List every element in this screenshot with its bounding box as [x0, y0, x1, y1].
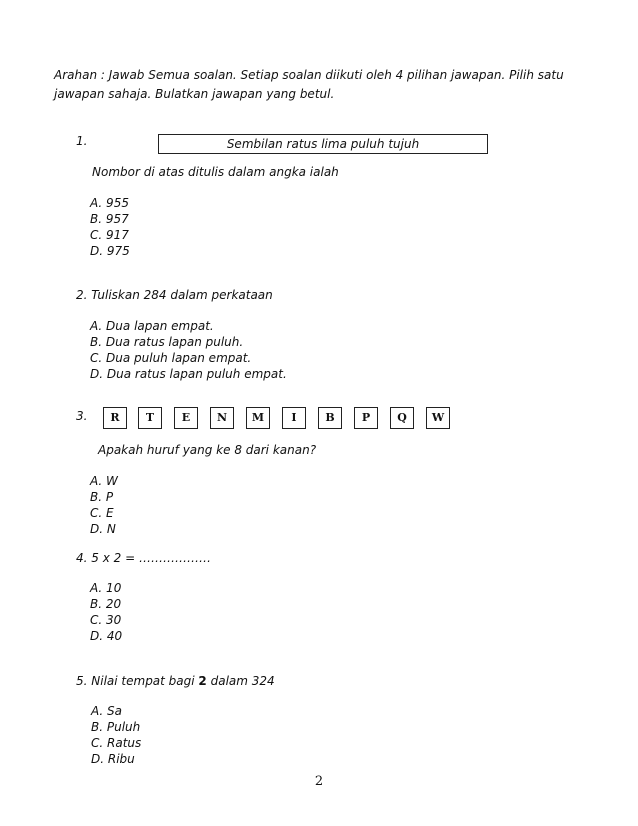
q3-letter-box: W	[426, 407, 450, 429]
instructions: Arahan : Jawab Semua soalan. Setiap soalan diikuti oleh 4 pilihan jawapan. Pilih satu jawapan sahaja. Bulatkan jawapan yang betul.	[54, 68, 564, 101]
q2-question: 2. Tuliskan 284 dalam perkataan	[76, 288, 273, 302]
q5-question	[76, 674, 275, 688]
q3-letter-box: B	[318, 407, 342, 429]
q2-option-d: D. Dua ratus lapan puluh empat.	[90, 367, 287, 381]
q1-number-box: Sembilan ratus lima puluh tujuh	[158, 134, 488, 154]
q1-question: Nombor di atas ditulis dalam angka ialah	[92, 165, 339, 179]
q3-letter-box: P	[354, 407, 378, 429]
page-number: 2	[314, 774, 324, 789]
q1-option-d: D. 975	[90, 244, 130, 258]
q2-option-b: B. Dua ratus lapan puluh.	[90, 335, 244, 349]
q2-option-a: A. Dua lapan empat.	[90, 319, 214, 333]
q3-question: Apakah huruf yang ke 8 dari kanan?	[98, 443, 317, 457]
q5-option-b: B. Puluh	[91, 720, 141, 734]
q5-question-prefix: 5. Nilai tempat bagi	[76, 674, 199, 688]
q3-letter-box: M	[246, 407, 270, 429]
q3-letter-box: Q	[390, 407, 414, 429]
q5-option-a: A. Sa	[91, 704, 123, 718]
q3-number: 3.	[76, 409, 88, 423]
q4-option-b: B. 20	[90, 597, 122, 611]
q3-option-b: B. P	[90, 490, 114, 504]
q3-letter-box: E	[174, 407, 198, 429]
q5-option-c: C. Ratus	[91, 736, 142, 750]
q5-question-suffix: dalam 324	[206, 674, 275, 688]
q3-option-a: A. W	[90, 474, 118, 488]
q3-option-d: D. N	[90, 522, 116, 536]
q1-option-a: A. 955	[90, 196, 129, 210]
q1-number: 1.	[76, 134, 88, 148]
q5-bold-digit: 2	[198, 674, 207, 688]
q1-option-c: C. 917	[90, 228, 129, 242]
q4-option-a: A. 10	[90, 581, 122, 595]
q2-option-c: C. Dua puluh lapan empat.	[90, 351, 252, 365]
q4-option-c: C. 30	[90, 613, 122, 627]
q4-option-d: D. 40	[90, 629, 123, 643]
q3-letter-box: I	[282, 407, 306, 429]
q3-letter-box: R	[103, 407, 127, 429]
q1-option-b: B. 957	[90, 212, 129, 226]
q5-option-d: D. Ribu	[91, 752, 135, 766]
q3-letter-box: T	[138, 407, 162, 429]
q3-option-c: C. E	[90, 506, 114, 520]
q3-letter-box: N	[210, 407, 234, 429]
q4-question: 4. 5 x 2 = ………………	[76, 551, 211, 565]
